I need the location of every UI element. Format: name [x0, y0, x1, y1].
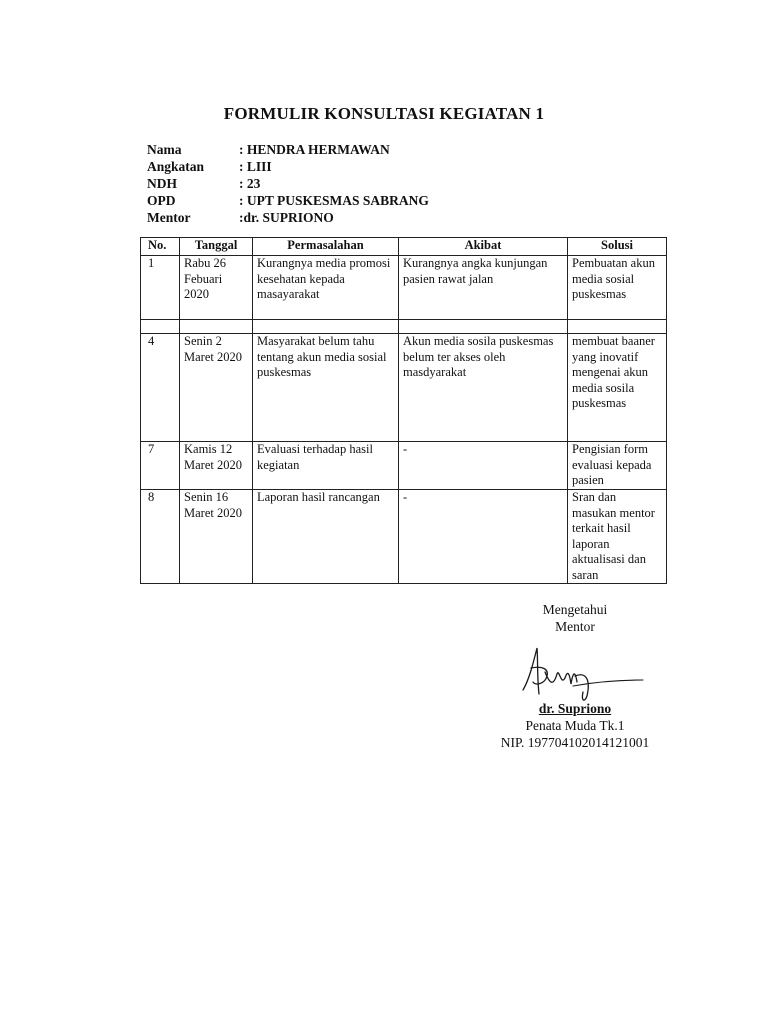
- info-row-opd: [147, 192, 429, 209]
- cell-solusi: [568, 320, 667, 334]
- cell-permasalahan: Masyarakat belum tahu tentang akun media sosial puskesmas: [253, 334, 399, 442]
- signer-nip: NIP. 197704102014121001: [500, 735, 650, 750]
- info-label: OPD: [147, 193, 176, 208]
- document-title: FORMULIR KONSULTASI KEGIATAN 1: [223, 104, 545, 123]
- signer-position: Penata Muda Tk.1: [525, 718, 625, 733]
- sign-known-by: Mengetahui: [542, 602, 608, 617]
- cell-no: [141, 320, 180, 334]
- handwritten-signature: [515, 642, 645, 704]
- table-row: [141, 256, 667, 320]
- sign-role: Mentor: [555, 619, 595, 634]
- cell-tanggal: Rabu 26 Febuari 2020: [180, 256, 253, 320]
- cell-no: 1: [141, 256, 180, 320]
- cell-tanggal: Senin 16 Maret 2020: [180, 490, 253, 584]
- info-value: : UPT PUSKESMAS SABRANG: [239, 193, 429, 208]
- header-tanggal: Tanggal: [180, 238, 253, 256]
- info-row-angkatan: [147, 158, 429, 175]
- info-label: Angkatan: [147, 159, 205, 174]
- signature-block-top: [440, 601, 710, 635]
- cell-solusi: membuat baaner yang inovatif mengenai akun media sosila puskesmas: [568, 334, 667, 442]
- header-akibat: Akibat: [399, 238, 568, 256]
- table-header-row: [141, 238, 667, 256]
- info-block: [147, 141, 429, 226]
- cell-solusi: Pengisian form evaluasi kepada pasien: [568, 442, 667, 490]
- info-value: : 23: [239, 176, 261, 191]
- info-label: NDH: [147, 176, 177, 191]
- cell-tanggal: Senin 2 Maret 2020: [180, 334, 253, 442]
- cell-solusi: Pembuatan akun media sosial puskesmas: [568, 256, 667, 320]
- table-row: [141, 334, 667, 442]
- info-row-ndh: [147, 175, 429, 192]
- header-solusi: Solusi: [568, 238, 667, 256]
- cell-no: 4: [141, 334, 180, 442]
- info-value: : HENDRA HERMAWAN: [239, 142, 390, 157]
- table-row: [141, 442, 667, 490]
- info-value: : LIII: [239, 159, 272, 174]
- cell-permasalahan: Kurangnya media promosi kesehatan kepada masayarakat: [253, 256, 399, 320]
- info-value: :dr. SUPRIONO: [239, 210, 334, 225]
- table-row: [141, 320, 667, 334]
- cell-akibat: Kurangnya angka kunjungan pasien rawat jalan: [399, 256, 568, 320]
- signature-block-bottom: [440, 700, 710, 751]
- cell-akibat: -: [399, 490, 568, 584]
- consultation-table: [140, 237, 667, 584]
- cell-tanggal: [180, 320, 253, 334]
- info-label: Nama: [147, 142, 182, 157]
- cell-tanggal: Kamis 12 Maret 2020: [180, 442, 253, 490]
- cell-permasalahan: Evaluasi terhadap hasil kegiatan: [253, 442, 399, 490]
- cell-akibat: [399, 320, 568, 334]
- info-label: Mentor: [147, 210, 191, 225]
- cell-solusi: Sran dan masukan mentor terkait hasil laporan aktualisasi dan saran: [568, 490, 667, 584]
- cell-akibat: Akun media sosila puskesmas belum ter akses oleh masdyarakat: [399, 334, 568, 442]
- info-row-mentor: [147, 209, 429, 226]
- cell-no: 7: [141, 442, 180, 490]
- table-row: [141, 490, 667, 584]
- cell-permasalahan: Laporan hasil rancangan: [253, 490, 399, 584]
- header-no: No.: [141, 238, 180, 256]
- cell-no: 8: [141, 490, 180, 584]
- info-row-nama: [147, 141, 429, 158]
- cell-akibat: -: [399, 442, 568, 490]
- header-permasalahan: Permasalahan: [253, 238, 399, 256]
- cell-permasalahan: [253, 320, 399, 334]
- signer-name: dr. Supriono: [538, 701, 612, 716]
